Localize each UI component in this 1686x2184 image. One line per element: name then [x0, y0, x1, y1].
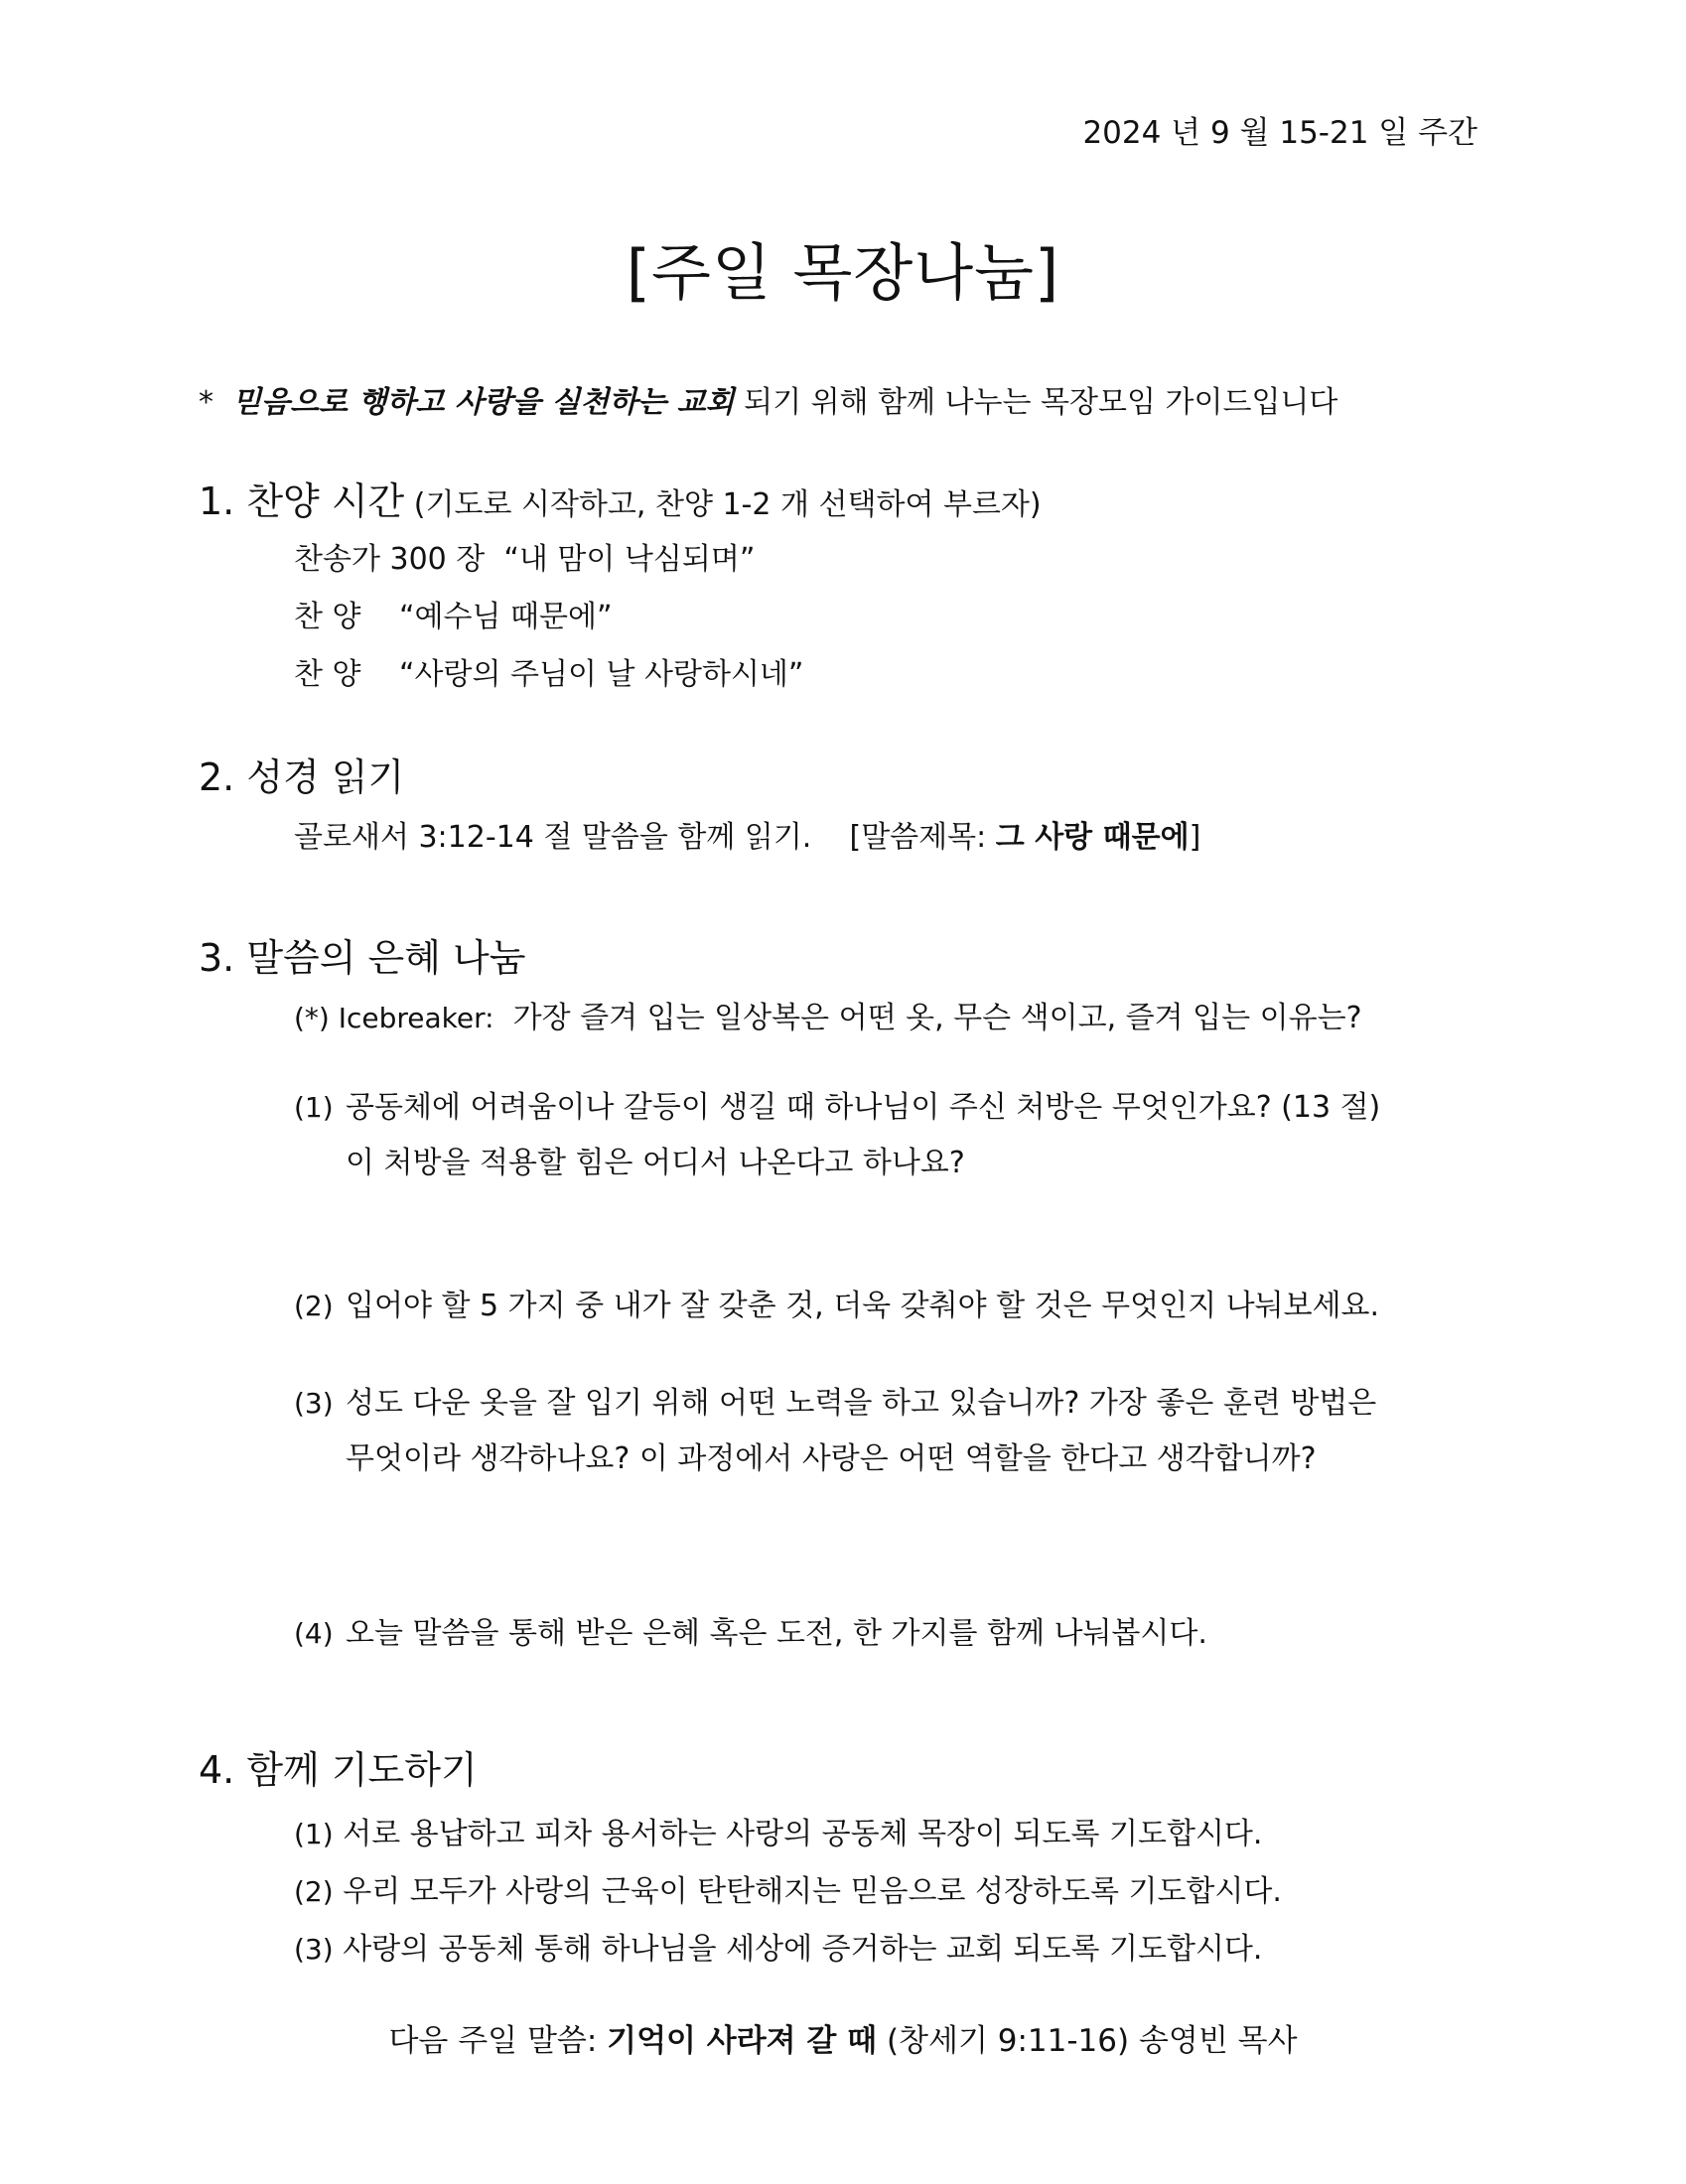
intro-bullet: * [199, 385, 213, 420]
section3-heading: 3. 말씀의 은혜 나눔 [199, 936, 526, 980]
intro-rest: 되기 위해 함께 나누는 목장모임 가이드입니다 [734, 385, 1338, 420]
song-title: “사랑의 주님이 날 사랑하시네” [399, 657, 804, 692]
question-item [294, 1279, 1379, 1334]
next-sermon-footer [0, 2015, 1686, 2060]
song-title: “예수님 때문에” [399, 600, 613, 634]
song-item [294, 534, 755, 578]
song-label: 찬 양 [294, 657, 361, 692]
footer-suffix: (창세기 9:11-16) 송영빈 목사 [877, 2023, 1298, 2059]
sermon-suffix: ] [1189, 820, 1201, 855]
footer-title: 기억이 사라져 갈 때 [607, 2023, 878, 2059]
section1-heading: 1. 찬양 시간 [199, 479, 405, 523]
question-item [294, 1606, 1207, 1662]
icebreaker-label: (*) Icebreaker: [294, 1002, 494, 1034]
reading-text: 골로새서 3:12-14 절 말씀을 함께 읽기. [294, 820, 812, 855]
question-line1: 오늘 말씀을 통해 받은 은혜 혹은 도전, 한 가지를 함께 나눠봅시다. [346, 1616, 1207, 1651]
prayer-item [294, 1866, 1282, 1910]
question-number: (1) [294, 1091, 334, 1124]
question-line1: 입어야 할 5 가지 중 내가 잘 갖춘 것, 더욱 갖춰야 할 것은 무엇인지 나눠보세요. [346, 1289, 1380, 1323]
question-item [294, 1376, 1376, 1487]
reading-line [294, 812, 1200, 856]
prayer-number: (3) [294, 1933, 334, 1966]
song-label: 찬송가 300 장 [294, 542, 486, 577]
question-number: (2) [294, 1290, 334, 1322]
prayer-text: 우리 모두가 사랑의 근육이 탄탄해지는 믿음으로 성장하도록 기도합시다. [333, 1874, 1282, 1909]
icebreaker-line [294, 993, 1362, 1036]
prayer-item [294, 1924, 1262, 1968]
sermon-prefix: [말씀제목: [849, 820, 996, 855]
question-item [294, 1080, 1380, 1191]
song-label: 찬 양 [294, 600, 361, 634]
intro-line [199, 377, 1337, 421]
prayer-item [294, 1809, 1262, 1852]
prayer-text: 사랑의 공동체 통해 하나님을 세상에 증거하는 교회 되도록 기도합시다. [333, 1932, 1263, 1967]
footer-prefix: 다음 주일 말씀: [388, 2023, 608, 2059]
intro-emphasis: 믿음으로 행하고 사랑을 실천하는 교회 [232, 385, 735, 420]
question-line1: 성도 다운 옷을 잘 입기 위해 어떤 노력을 하고 있습니까? 가장 좋은 훈련 방법은 [346, 1386, 1377, 1421]
page-title: [주일 목장나눔] [626, 236, 1060, 309]
question-number: (3) [294, 1387, 334, 1420]
prayer-text: 서로 용납하고 피차 용서하는 사랑의 공동체 목장이 되도록 기도합시다. [333, 1817, 1263, 1851]
section2-heading: 2. 성경 읽기 [199, 755, 405, 799]
question-line2: 이 처방을 적용할 힘은 어디서 나온다고 하나요? [346, 1146, 965, 1180]
prayer-number: (1) [294, 1818, 334, 1850]
section1-note: (기도로 시작하고, 찬양 1-2 개 선택하여 부르자) [404, 487, 1042, 522]
icebreaker-text: 가장 즐겨 입는 일상복은 어떤 옷, 무슨 색이고, 즐겨 입는 이유는? [512, 1001, 1362, 1035]
question-line2: 무엇이라 생각하나요? 이 과정에서 사랑은 어떤 역할을 한다고 생각합니까? [346, 1441, 1317, 1476]
section-heading-praise [199, 471, 1042, 525]
song-item [294, 592, 613, 635]
song-title: “내 맘이 낙심되며” [503, 542, 756, 577]
song-item [294, 649, 803, 693]
week-date: 2024 년 9 월 15-21 일 주간 [1082, 115, 1477, 151]
sermon-title: 그 사랑 때문에 [995, 820, 1190, 855]
section4-heading: 4. 함께 기도하기 [199, 1748, 478, 1792]
prayer-number: (2) [294, 1875, 334, 1908]
question-number: (4) [294, 1617, 334, 1650]
question-line1: 공동체에 어려움이나 갈등이 생길 때 하나님이 주신 처방은 무엇인가요? (13 절) [346, 1090, 1381, 1125]
